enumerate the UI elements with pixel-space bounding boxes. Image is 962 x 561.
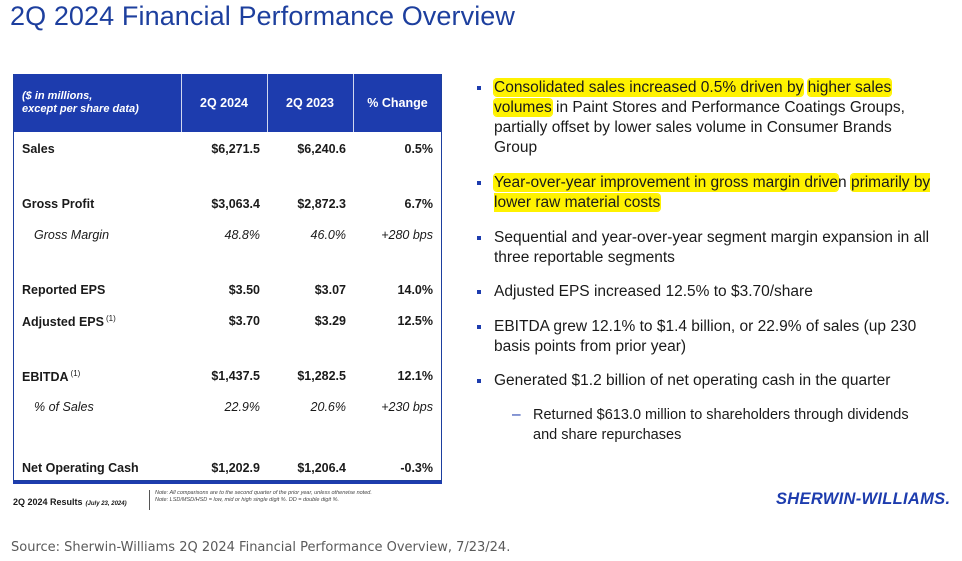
bullet-marker: [477, 236, 481, 240]
table-row-sales: [14, 139, 441, 161]
highlighted-text: Year-over-year improvement in gross margin drive: [494, 174, 839, 191]
bullet-text: Generated $1.2 billion of net operating cash in the quarter: [494, 372, 891, 389]
row-value-change: -0.3%: [400, 461, 433, 475]
footnote-line: Note: LSD/MSD/HSD = low, mid or high single digit %. DD = double digit %.: [155, 497, 340, 503]
row-label: Gross Profit: [22, 197, 95, 211]
row-value-2q2024: 48.8%: [224, 228, 260, 242]
row-label: % of Sales: [34, 400, 94, 414]
row-value-2q2023: $3.29: [314, 314, 346, 328]
footnotes: [155, 490, 372, 504]
bullet-text: Returned $613.0 million to shareholders through dividends and share repurchases: [533, 407, 909, 443]
row-label: [22, 314, 116, 329]
row-value-change: +230 bps: [381, 400, 433, 414]
bullet-text: Sequential and year-over-year segment margin expansion in all three reportable segments: [494, 229, 930, 266]
row-label: [22, 369, 80, 384]
header-pct-change: % Change: [367, 96, 428, 110]
row-value-2q2024: $6,271.5: [211, 142, 260, 156]
table-row-ebitda: [14, 366, 441, 388]
row-label: Sales: [22, 142, 55, 156]
row-value-2q2024: 22.9%: [224, 400, 260, 414]
table-row-reported-eps: [14, 280, 441, 302]
bullet-text-tail: n: [838, 174, 847, 191]
footnote-marker: (1): [105, 314, 116, 323]
table-row-gross-profit: [14, 194, 441, 216]
row-value-change: 0.5%: [404, 142, 433, 156]
sherwin-williams-logo: SHERWIN-WILLIAMS.: [776, 490, 951, 508]
row-value-2q2024: $1,202.9: [211, 461, 260, 475]
footnote-marker: (1): [70, 369, 81, 378]
row-value-2q2024: $1,437.5: [211, 369, 260, 383]
row-label: Reported EPS: [22, 283, 106, 297]
bullet-marker: [477, 325, 481, 329]
row-value-2q2024: $3.50: [228, 283, 260, 297]
footer-rule: [13, 481, 442, 484]
row-label-text: Adjusted EPS: [22, 315, 104, 330]
bullet-text: EBITDA grew 12.1% to $1.4 billion, or 22.9% of sales (up 230 basis points from prior year): [494, 318, 917, 355]
row-value-2q2023: $2,872.3: [297, 197, 346, 211]
header-2q2024: 2Q 2024: [200, 96, 248, 110]
footer-results-label: [13, 497, 127, 507]
row-value-2q2023: $1,206.4: [297, 461, 346, 475]
bullet-text-rest: in Paint Stores and Performance Coatings Groups, partially offset by lower sales volume in Consumer Brands Group: [494, 99, 905, 156]
row-value-2q2024: $3.70: [228, 314, 260, 328]
row-value-change: 12.1%: [397, 369, 433, 383]
row-value-change: 6.7%: [404, 197, 433, 211]
row-value-2q2024: $3,063.4: [211, 197, 260, 211]
highlighted-text: Consolidated sales increased 0.5% driven by: [494, 79, 804, 96]
table-row-pct-of-sales: [14, 397, 441, 419]
bullet-marker: [477, 86, 481, 90]
footer-divider: [149, 490, 150, 510]
header-label-line-2: except per share data): [22, 103, 139, 115]
footnote-line: Note: All comparisons are to the second quarter of the prior year, unless otherwise noted.: [155, 490, 372, 496]
highlighted-text: primarily by lower raw material costs: [494, 174, 931, 211]
header-label-line-1: ($ in millions,: [22, 90, 93, 102]
source-caption: Source: Sherwin-Williams 2Q 2024 Financial Performance Overview, 7/23/24.: [11, 540, 511, 555]
row-value-2q2023: 20.6%: [310, 400, 346, 414]
header-label: [22, 74, 182, 132]
row-value-2q2023: 46.0%: [310, 228, 346, 242]
header-2q2023: 2Q 2023: [286, 96, 334, 110]
row-label: Net Operating Cash: [22, 461, 139, 475]
table-row-adjusted-eps: [14, 311, 441, 333]
row-label: Gross Margin: [34, 228, 110, 242]
row-value-change: +280 bps: [381, 228, 433, 242]
bullet-text: Adjusted EPS increased 12.5% to $3.70/share: [494, 283, 813, 300]
highlighted-text: higher sales: [807, 79, 892, 96]
bullet-marker: [477, 379, 481, 383]
row-value-change: 12.5%: [397, 314, 433, 328]
sub-bullet-dash: –: [512, 406, 521, 423]
bullet-marker: [477, 290, 481, 294]
row-value-2q2023: $6,240.6: [297, 142, 346, 156]
bullet-text: [494, 78, 934, 158]
table-header: [14, 74, 441, 132]
results-text: 2Q 2024 Results: [13, 497, 83, 507]
financial-table: [13, 74, 442, 481]
row-label-text: EBITDA: [22, 370, 69, 385]
row-value-2q2023: $3.07: [314, 283, 346, 297]
highlighted-text: volumes: [494, 99, 552, 116]
bullet-text: [494, 173, 934, 213]
row-value-2q2023: $1,282.5: [297, 369, 346, 383]
table-row-net-operating-cash: [14, 458, 441, 480]
bullet-marker: [477, 181, 481, 185]
row-value-change: 14.0%: [397, 283, 433, 297]
page-title: 2Q 2024 Financial Performance Overview: [10, 1, 516, 31]
table-row-gross-margin: [14, 225, 441, 247]
results-date: (July 23, 2024): [85, 501, 127, 507]
